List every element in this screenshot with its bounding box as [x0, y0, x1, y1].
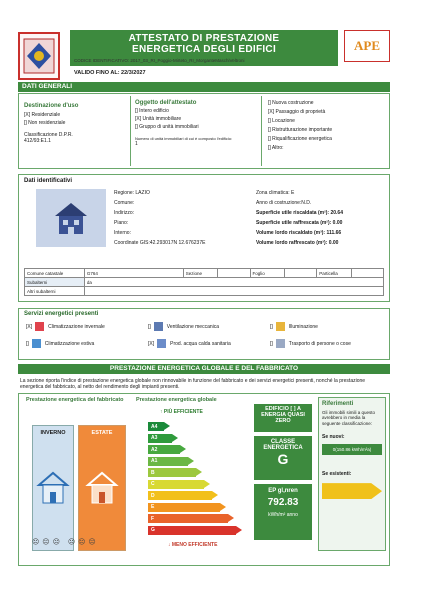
- identificativi-right: Zona climatica: E Anno di costruzione:N.D. Superficie utile riscaldata (m²): 20.64 Superficie utile raffrescata (m²): 0.00 Volume lordo riscaldato (m³): 111.66 Volume lordo raffrescato (m³): 0.00: [256, 190, 343, 246]
- motivazione-list: [268, 100, 386, 151]
- building-photo: [36, 189, 106, 247]
- identificativi-title: Dati identificativi: [24, 178, 73, 184]
- servizio-illuminazione[interactable]: [] Illuminazione: [270, 323, 318, 330]
- oggetto-box: [130, 96, 262, 166]
- inverno-house-icon: [36, 470, 70, 508]
- non-residenziale-checkbox[interactable]: [] Non residenziale: [24, 120, 66, 126]
- class-a2-bar: A2: [148, 445, 180, 454]
- clima-estiva-icon: [32, 339, 41, 348]
- document-code: CODICE IDENTIFICATIVO: 2017_03_RI_Poggio-Mirteto_RI_MorganteMaschiVeltroni: [74, 58, 245, 63]
- class-g-bar: G: [148, 526, 236, 535]
- servizio-ventilazione[interactable]: [] Ventilazione meccanica: [148, 323, 220, 330]
- validity-date: VALIDO FINO AL: 22/3/2027: [74, 70, 146, 76]
- servizio-clima-estiva[interactable]: [] Climatizzazione estiva: [26, 340, 95, 347]
- class-e-bar: E: [148, 503, 220, 512]
- option-ristrutturazione[interactable]: [] Ristrutturazione importante: [268, 127, 333, 133]
- destinazione-title: Destinazione d'uso: [24, 103, 79, 109]
- numero-unita-label: Numero di unità immobiliari di cui è composto l'edificio:: [135, 136, 233, 141]
- servizi-title: Servizi energetici presenti: [24, 311, 99, 317]
- section-prestazione: PRESTAZIONE ENERGETICA GLOBALE E DEL FABBRICATO: [18, 364, 390, 374]
- esistenti-arrow: [322, 483, 382, 499]
- option-locazione[interactable]: [] Locazione: [268, 118, 295, 124]
- acqua-calda-icon: [157, 339, 166, 348]
- riferimenti-panel: Riferimenti Gli immobili simili a questo avrebbero in media la seguente classificazione: Se nuovi: 0(150.86 kWh/m²a) Se esistenti:: [318, 397, 386, 551]
- class-f-bar: F: [148, 514, 228, 523]
- servizio-trasporto[interactable]: [] Trasporto di persone o cose: [270, 340, 351, 347]
- option-nuova[interactable]: [] Nuova costruzione: [268, 100, 314, 106]
- class-a1-bar: A1: [148, 457, 188, 466]
- illuminazione-icon: [276, 322, 285, 331]
- option-passaggio[interactable]: [X] Passaggio di proprietà: [268, 109, 326, 115]
- unita-checkbox[interactable]: [X] Unità immobiliare: [135, 116, 182, 122]
- energy-scale: [148, 422, 258, 542]
- efficiency-faces: ☹☹☹ ☹☹☹: [32, 539, 99, 546]
- intero-checkbox[interactable]: [] Intero edificio: [135, 108, 169, 114]
- prestazione-intro: La sezione riporta l'indice di prestazione energetica globale non rinnovabile in funzione del fabbricato e dei servizi energetici presenti, nonché la prestazione energetica del fabbricato, al netto del rendimento degli impianti presenti.: [20, 378, 366, 391]
- region-logo: [18, 32, 60, 80]
- servizi-items: [26, 322, 386, 348]
- piu-efficiente: ↑ PIÙ EFFICIENTE: [160, 409, 203, 415]
- ape-logo: APE: [344, 30, 390, 62]
- servizio-clima-invernale[interactable]: [X] Climatizzazione invernale: [26, 323, 105, 330]
- gruppo-checkbox[interactable]: [] Gruppo di unità immobiliari: [135, 124, 199, 130]
- class-a3-bar: A3: [148, 434, 172, 443]
- estate-house-icon: [85, 470, 119, 508]
- section-dati-generali: DATI GENERALI: [18, 82, 390, 92]
- fabbricato-title: Prestazione energetica del fabbricato: [26, 397, 124, 403]
- classificazione: Classificazione D.P.R. 412/93:E1.1: [24, 132, 73, 144]
- ep-box: EP gl,nren 792.83 kWh/m² anno: [254, 484, 312, 540]
- meno-efficiente: ↓ MENO EFFICIENTE: [168, 542, 218, 548]
- residenziale-checkbox[interactable]: [X] Residenziale: [24, 112, 61, 118]
- numero-unita-value: 1: [135, 141, 138, 147]
- globale-title: Prestazione energetica globale: [136, 397, 217, 403]
- classe-box: CLASSE ENERGETICA G: [254, 436, 312, 480]
- ep-value: 792.83: [267, 497, 299, 508]
- oggetto-title: Oggetto dell'attestato: [135, 100, 197, 106]
- nzeb-box: EDIFICIO [ ] A ENERGIA QUASI ZERO: [254, 404, 312, 432]
- inverno-label: INVERNO: [40, 430, 66, 436]
- class-b-bar: B: [148, 468, 196, 477]
- nuovi-value: 0(150.86 kWh/m²a): [322, 444, 382, 455]
- riferimenti-title: Riferimenti: [322, 401, 354, 407]
- class-a4-bar: A4: [148, 422, 164, 431]
- class-d-bar: D: [148, 491, 212, 500]
- option-altro[interactable]: [] Altro:: [268, 145, 284, 151]
- clima-invernale-icon: [35, 322, 44, 331]
- estate-label: ESTATE: [91, 430, 113, 436]
- identificativi-left: Regione: LAZIO Comune: Indirizzo: Piano: Interno: Coordinate GIS:42.293017N 12.676237E: [114, 190, 206, 246]
- ventilazione-icon: [154, 322, 163, 331]
- trasporto-icon: [276, 339, 285, 348]
- page-title: ATTESTATO DI PRESTAZIONE ENERGETICA DEGLI EDIFICI: [70, 30, 338, 66]
- class-c-bar: C: [148, 480, 204, 489]
- catasto-table: Comune catastale G764 Sezione Foglio Particella Subalterni da Altri subalterni: [24, 268, 384, 296]
- option-riqualificazione[interactable]: [] Riqualificazione energetica: [268, 136, 332, 142]
- classe-value: G: [277, 451, 289, 467]
- servizio-acqua-calda[interactable]: [X] Prod. acqua calda sanitaria: [148, 340, 231, 347]
